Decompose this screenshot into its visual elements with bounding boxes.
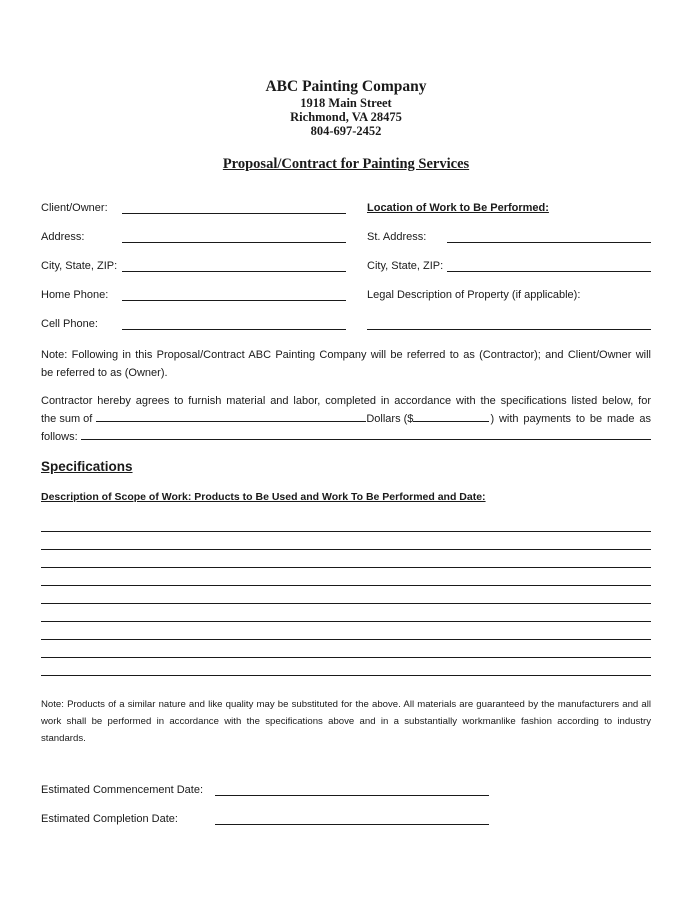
scope-line[interactable] — [41, 567, 651, 568]
dollars-prefix: Dollars ($ — [366, 413, 414, 425]
cell-phone-label: Cell Phone: — [41, 318, 98, 330]
completion-date-label: Estimated Completion Date: — [41, 813, 178, 825]
dollars-amount-field[interactable] — [413, 410, 489, 422]
city-state-zip-field[interactable] — [122, 271, 346, 272]
payment-terms-field[interactable] — [81, 428, 651, 440]
scope-line[interactable] — [41, 603, 651, 604]
sum-prefix: the sum of — [41, 413, 93, 425]
contract-sum-line — [41, 410, 651, 428]
company-phone: 804-697-2452 — [310, 124, 382, 138]
client-owner-field[interactable] — [122, 213, 346, 214]
st-address-label: St. Address: — [367, 231, 427, 243]
commencement-date-field[interactable] — [215, 795, 489, 796]
note-line-1: Note: Following in this Proposal/Contract ABC Painting Company will be referred to as (Contractor); and Client/Owner will — [41, 349, 651, 361]
address-label: Address: — [41, 231, 85, 243]
client-owner-label: Client/Owner: — [41, 202, 108, 214]
scope-of-work-heading: Description of Scope of Work: Products to Be Used and Work To Be Performed and Date: — [41, 491, 486, 503]
company-city: Richmond, VA 28475 — [290, 110, 402, 124]
scope-line[interactable] — [41, 549, 651, 550]
note-line-2: be referred to as (Owner). — [41, 367, 168, 379]
follows-label: follows: — [41, 431, 78, 443]
commencement-date-label: Estimated Commencement Date: — [41, 784, 204, 796]
scope-line[interactable] — [41, 639, 651, 640]
home-phone-label: Home Phone: — [41, 289, 109, 301]
address-field[interactable] — [122, 242, 346, 243]
cell-phone-field[interactable] — [122, 329, 346, 330]
scope-line[interactable] — [41, 585, 651, 586]
contract-paragraph — [41, 392, 651, 446]
scope-line[interactable] — [41, 675, 651, 676]
sum-field[interactable] — [96, 410, 366, 422]
city-state-zip-label: City, State, ZIP: — [41, 260, 118, 272]
contract-follows-line — [41, 428, 651, 446]
location-city-state-zip-field[interactable] — [447, 271, 651, 272]
company-name: ABC Painting Company — [265, 78, 427, 95]
dollars-suffix: ) with payments to be made as — [490, 413, 651, 425]
contract-line-1: Contractor hereby agrees to furnish material and labor, completed in accordance with the specifications listed below, for — [41, 395, 651, 407]
scope-line[interactable] — [41, 531, 651, 532]
legal-description-field[interactable] — [367, 329, 651, 330]
st-address-field[interactable] — [447, 242, 651, 243]
document-title: Proposal/Contract for Painting Services — [222, 156, 470, 172]
completion-date-field[interactable] — [215, 824, 489, 825]
home-phone-field[interactable] — [122, 300, 346, 301]
scope-line[interactable] — [41, 621, 651, 622]
specifications-heading: Specifications — [41, 459, 133, 474]
note-paragraph — [41, 346, 651, 382]
location-city-state-zip-label: City, State, ZIP: — [367, 260, 444, 272]
company-street: 1918 Main Street — [300, 96, 392, 110]
location-heading: Location of Work to Be Performed: — [367, 202, 549, 214]
legal-description-label: Legal Description of Property (if applicable): — [367, 289, 581, 301]
materials-disclaimer: Note: Products of a similar nature and like quality may be substituted for the above. All materials are guaranteed by the manufacturers and all work shall be performed in accordance with the specifications above and in a substantially workmanlike fashion according to industry standards. — [41, 699, 651, 744]
scope-line[interactable] — [41, 657, 651, 658]
